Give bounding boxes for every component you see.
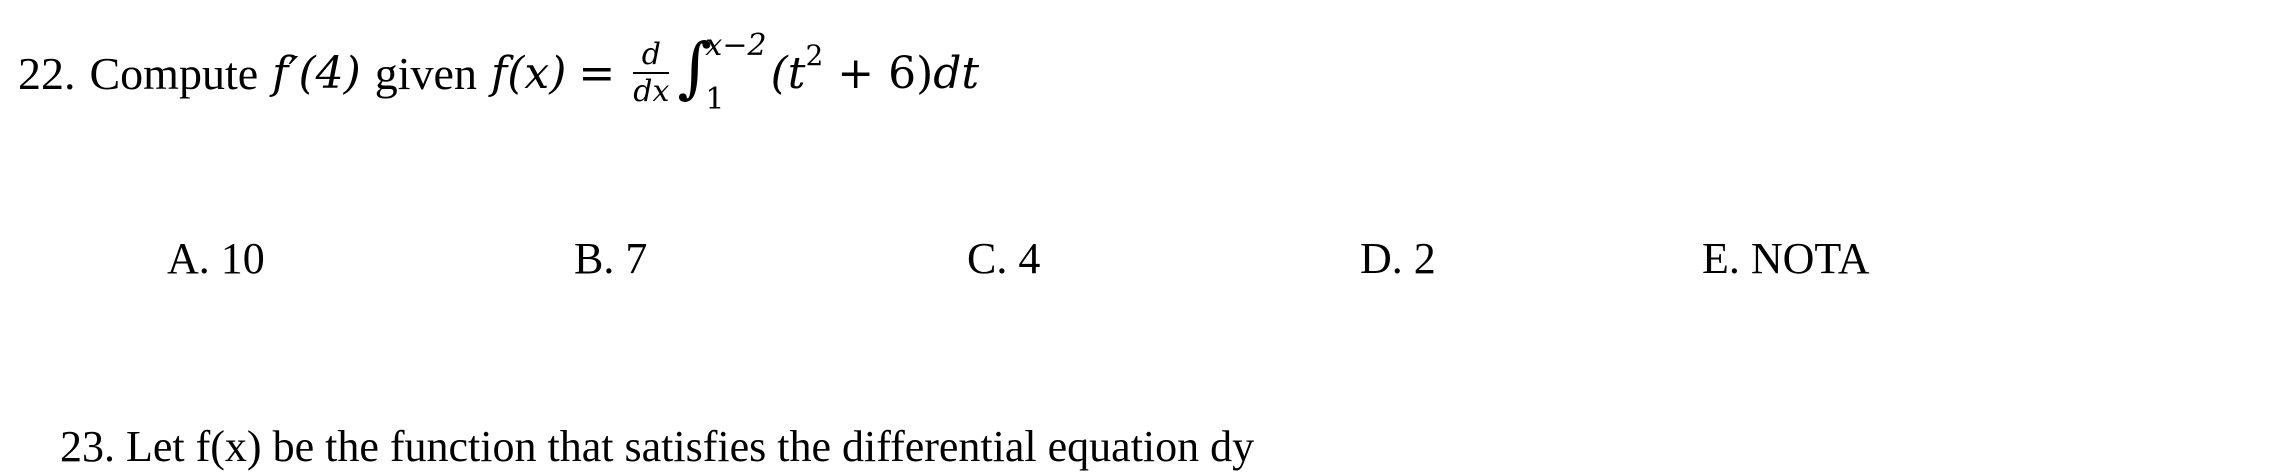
integrand-open: (t: [770, 47, 806, 99]
integrand-exponent: 2: [805, 38, 824, 72]
question-verb: Compute: [89, 47, 259, 99]
next-question-fragment: [0, 405, 2270, 471]
choice-b[interactable]: B. 7: [574, 234, 648, 283]
integral-symbol: ∫: [677, 29, 712, 106]
function-definition: [490, 28, 980, 117]
derivative-operator: [633, 36, 670, 109]
question-22: [18, 28, 979, 118]
choice-c[interactable]: C. 4: [967, 234, 1041, 283]
choice-d[interactable]: D. 2: [1360, 234, 1436, 283]
equals-sign: =: [578, 47, 616, 99]
derivative-numerator: d: [641, 36, 661, 72]
function-lhs: f(x): [490, 47, 567, 99]
integral-lower-limit: 1: [705, 82, 725, 117]
choice-a[interactable]: A. 10: [167, 234, 265, 283]
target-expression: f′(4): [272, 47, 361, 99]
derivative-denominator: dx: [633, 74, 670, 109]
integrand-rest: + 6): [823, 47, 934, 99]
choice-e[interactable]: E. NOTA: [1702, 234, 1870, 283]
integral-upper-limit: x−2: [705, 28, 767, 63]
next-question-text: 23. Let f(x) be the function that satisfies the differential equation dy: [60, 422, 1255, 471]
answer-choices: [0, 233, 2270, 293]
integral-limits: [705, 28, 767, 117]
integral-sign: [677, 29, 712, 113]
question-number: 22.: [18, 47, 76, 99]
given-word: given: [374, 47, 477, 99]
integral-differential: dt: [933, 47, 980, 99]
